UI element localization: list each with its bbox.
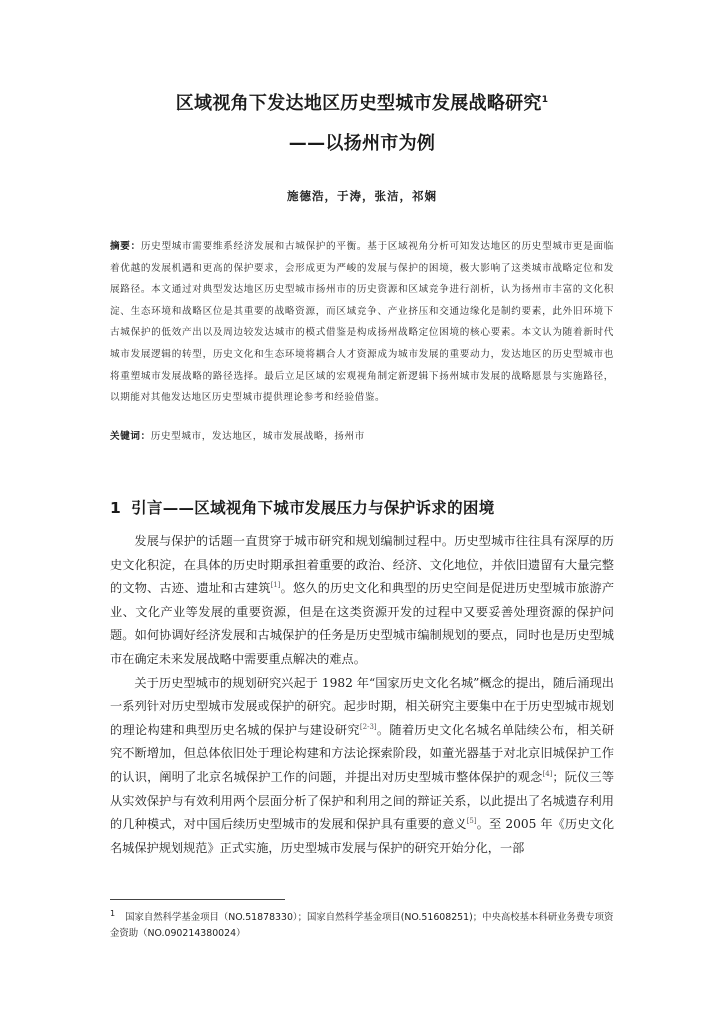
citation-link[interactable]: [5] bbox=[466, 817, 477, 826]
paragraph bbox=[110, 672, 614, 861]
abstract-label: 摘要： bbox=[110, 241, 141, 252]
keywords-text: 历史型城市，发达地区，城市发展战略，扬州市 bbox=[150, 431, 365, 442]
paper-title bbox=[110, 89, 614, 115]
paragraph-text: 。悠久的历史文化和典型的历史空间是促进历史型城市旅游产业、文化产业等发展的重要资源，但是在这类资源开发的过程中又要妥善处理资源的保护问题。如何协调好经济发展和古城保护的任务是历史型城市编制规划的要点，同时也是历史型城市在确定未来发展战略中需要重点解决的难点。 bbox=[110, 581, 615, 666]
body-text bbox=[110, 530, 614, 860]
citation-link[interactable]: [2-3] bbox=[359, 722, 377, 731]
paragraph-text: ；阮仪三等从实效保护与有效利用两个层面分析了保护和利用之间的辩证关系，以此提出了名城遗存利用的几种模式，对中国后续历史型城市的发展和保护具有重要的意义 bbox=[110, 769, 615, 832]
title-footnote-mark[interactable]: 1 bbox=[541, 95, 549, 105]
paragraph-text: 关于历史型城市的规划研究兴起于 1982 年“国家历史文化名城”概念的提出，随后涌现出一系列针对历史型城市发展或保护的研究。起步时期，相关研究主要集中在于历史型城市规划的理论构建和典型历史名城的保护与建设研究 bbox=[110, 675, 614, 737]
keywords-label: 关键词： bbox=[110, 431, 151, 442]
section-number: 1 bbox=[110, 499, 122, 517]
abstract bbox=[110, 236, 614, 409]
footnote bbox=[110, 906, 614, 942]
paper-subtitle: ——以扬州市为例 bbox=[288, 133, 436, 154]
citation-link[interactable]: [1] bbox=[270, 581, 281, 590]
footnote-text: 国家自然科学基金项目（NO.51878330）；国家自然科学基金项目(NO.51608251)；中央高校基本科研业务费专项资金资助（NO.090214380024） bbox=[110, 912, 614, 940]
footnote-mark: 1 bbox=[110, 909, 116, 918]
paper-title-text: 区域视角下发达地区历史型城市发展战略研究 bbox=[175, 93, 542, 114]
author-list: 施德浩，于涛，张洁，祁娴 bbox=[287, 189, 437, 203]
paragraph-text: 。至 2005 年《历史文化名城保护规划规范》正式实施，历史型城市发展与保护的研究开始分化，一部 bbox=[110, 817, 615, 855]
paragraph-text: 。随着历史文化名城名单陆续公布，相关研究不断增加，但总体依旧处于理论构建和方法论探索阶段，如董光器基于对北京旧城保护工作的认识，阐明了北京名城保护工作的问题，并提出对历史型城市整体保护的观念 bbox=[110, 722, 615, 784]
section-title: 引言——区域视角下城市发展压力与保护诉求的困境 bbox=[131, 499, 495, 517]
citation-link[interactable]: [4] bbox=[542, 769, 553, 778]
footnote-divider bbox=[110, 899, 285, 900]
paragraph-text: 发展与保护的话题一直贯穿于城市研究和规划编制过程中。历史型城市往往具有深厚的历史文化积淀，在具体的历史时期承担着重要的政治、经济、文化地位，并依旧遗留有大量完整的文物、古迹、遗址和古建筑 bbox=[110, 534, 614, 596]
paragraph bbox=[110, 530, 614, 672]
abstract-text: 历史型城市需要维系经济发展和古城保护的平衡。基于区域视角分析可知发达地区的历史型城市更是面临着优越的发展机遇和更高的保护要求，会形成更为严峻的发展与保护的困境，极大影响了这类城市战略定位和发展路径。本文通过对典型发达地区历史型城市扬州市的历史资源和区域竞争进行剖析，认为扬州市丰富的文化积淀、生态环境和战略区位是其重要的战略资源，而区域竞争、产业挤压和交通边缘化是制约要素，此外旧环境下古城保护的低效产出以及周边较发达城市的模式借鉴是构成扬州战略定位困境的核心要素。本文认为随着新时代城市发展逻辑的转型，历史文化和生态环境将耦合人才资源成为城市发展的重要动力，发达地区的历史型城市也将重塑城市发展战略的路径选择。最后立足区域的宏观视角制定新逻辑下扬州城市发展的战略愿景与实施路径，以期能对其他发达地区历史型城市提供理论参考和经验借鉴。 bbox=[110, 241, 614, 404]
section-heading bbox=[110, 496, 614, 518]
keywords bbox=[110, 427, 614, 447]
